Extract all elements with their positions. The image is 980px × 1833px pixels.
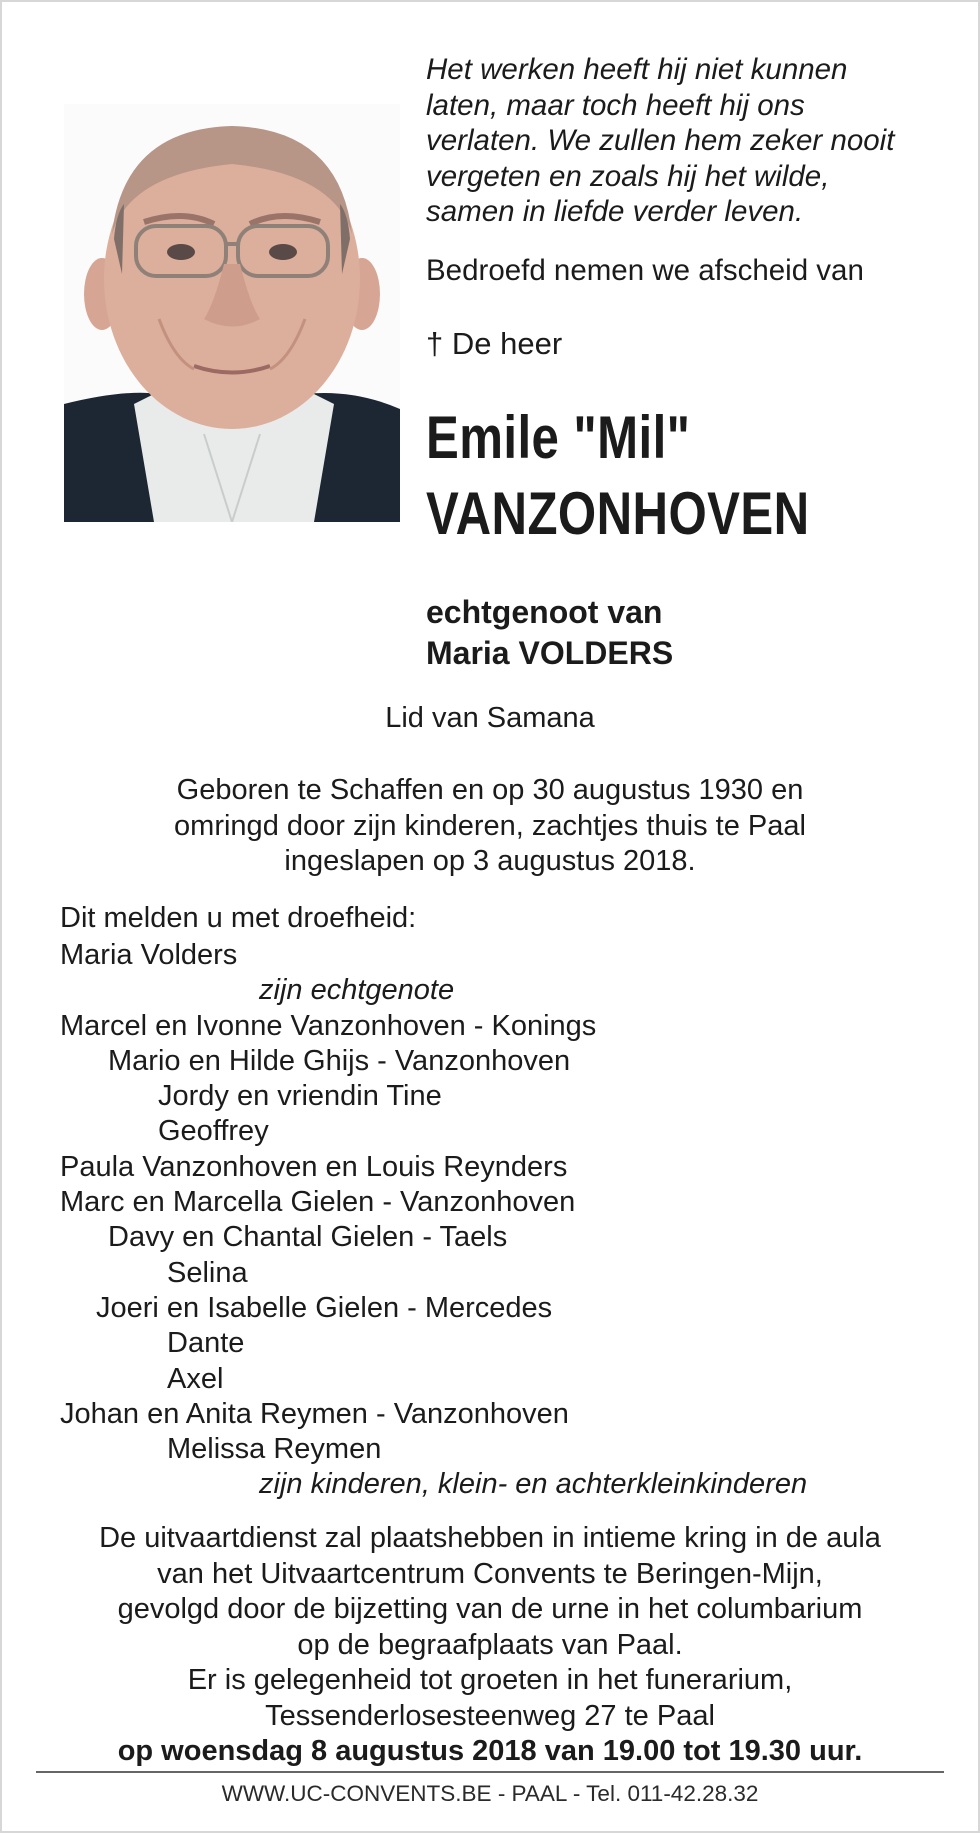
memorial-quote: Het werken heeft hij niet kunnen laten, maar toch heeft hij ons verlaten. We zullen hem zeker nooit vergeten en zoals hij het wilde, samen in liefde verder leven.	[426, 53, 895, 228]
family-member: Mario en Hilde Ghijs - Vanzonhoven	[108, 1044, 571, 1077]
footer-divider	[36, 1771, 944, 1773]
family-member: Dante	[167, 1327, 245, 1360]
birth-death-line: ingeslapen op 3 augustus 2018.	[284, 845, 696, 877]
funeral-paragraph	[2, 1521, 978, 1734]
intro-line: Bedroefd nemen we afscheid van	[426, 254, 864, 287]
portrait-photo	[64, 104, 400, 522]
visitation-time: op woensdag 8 augustus 2018 van 19.00 tot 19.30 uur.	[117, 1735, 863, 1767]
funeral-line: Tessenderlosesteenweg 27 te Paal	[265, 1699, 715, 1732]
birth-death-line: Geboren te Schaffen en op 30 augustus 1930 en	[176, 774, 804, 806]
spouse-name: Maria VOLDERS	[426, 635, 674, 671]
funeral-line: op de begraafplaats van Paal.	[297, 1628, 683, 1661]
deceased-name	[426, 400, 810, 552]
family-member: Jordy en vriendin Tine	[158, 1080, 442, 1113]
spouse-label: echtgenoot van	[426, 594, 663, 630]
family-member: Marcel en Ivonne Vanzonhoven - Konings	[60, 1009, 597, 1042]
obituary-card	[2, 2, 978, 1831]
family-role: zijn echtgenote	[259, 974, 455, 1007]
birth-death-line: omringd door zijn kinderen, zachtjes thuis te Paal	[174, 809, 806, 842]
funeral-home-contact: WWW.UC-CONVENTS.BE - PAAL - Tel. 011-42.28.32	[221, 1781, 759, 1806]
family-member: Selina	[167, 1256, 248, 1289]
deceased-last-name: VANZONHOVEN	[426, 480, 810, 547]
honorific: † De heer	[426, 326, 563, 361]
family-member: Marc en Marcella Gielen - Vanzonhoven	[60, 1186, 576, 1219]
family-member: Geoffrey	[158, 1115, 269, 1148]
family-member: Melissa Reymen	[167, 1433, 382, 1466]
family-member: Johan en Anita Reymen - Vanzonhoven	[60, 1397, 569, 1430]
family-role: zijn kinderen, klein- en achterkleinkinderen	[259, 1468, 808, 1501]
family-member: Paula Vanzonhoven en Louis Reynders	[60, 1150, 568, 1183]
family-member: Maria Volders	[60, 939, 238, 971]
deceased-first-name: Emile "Mil"	[426, 404, 691, 471]
funeral-line: De uitvaartdienst zal plaatshebben in intieme kring in de aula	[99, 1522, 881, 1554]
funeral-line: gevolgd door de bijzetting van de urne in het columbarium	[117, 1593, 863, 1625]
family-member: Axel	[167, 1362, 224, 1395]
family-member: Davy en Chantal Gielen - Taels	[108, 1221, 508, 1254]
membership-line: Lid van Samana	[385, 702, 595, 734]
family-heading: Dit melden u met droefheid:	[60, 902, 417, 934]
portrait-illustration	[64, 104, 400, 522]
funeral-line: van het Uitvaartcentrum Convents te Beringen-Mijn,	[157, 1557, 823, 1590]
birth-death-paragraph	[2, 773, 978, 880]
funeral-line: Er is gelegenheid tot groeten in het funerarium,	[187, 1664, 793, 1696]
family-member: Joeri en Isabelle Gielen - Mercedes	[96, 1291, 553, 1324]
family-list	[2, 938, 978, 1503]
